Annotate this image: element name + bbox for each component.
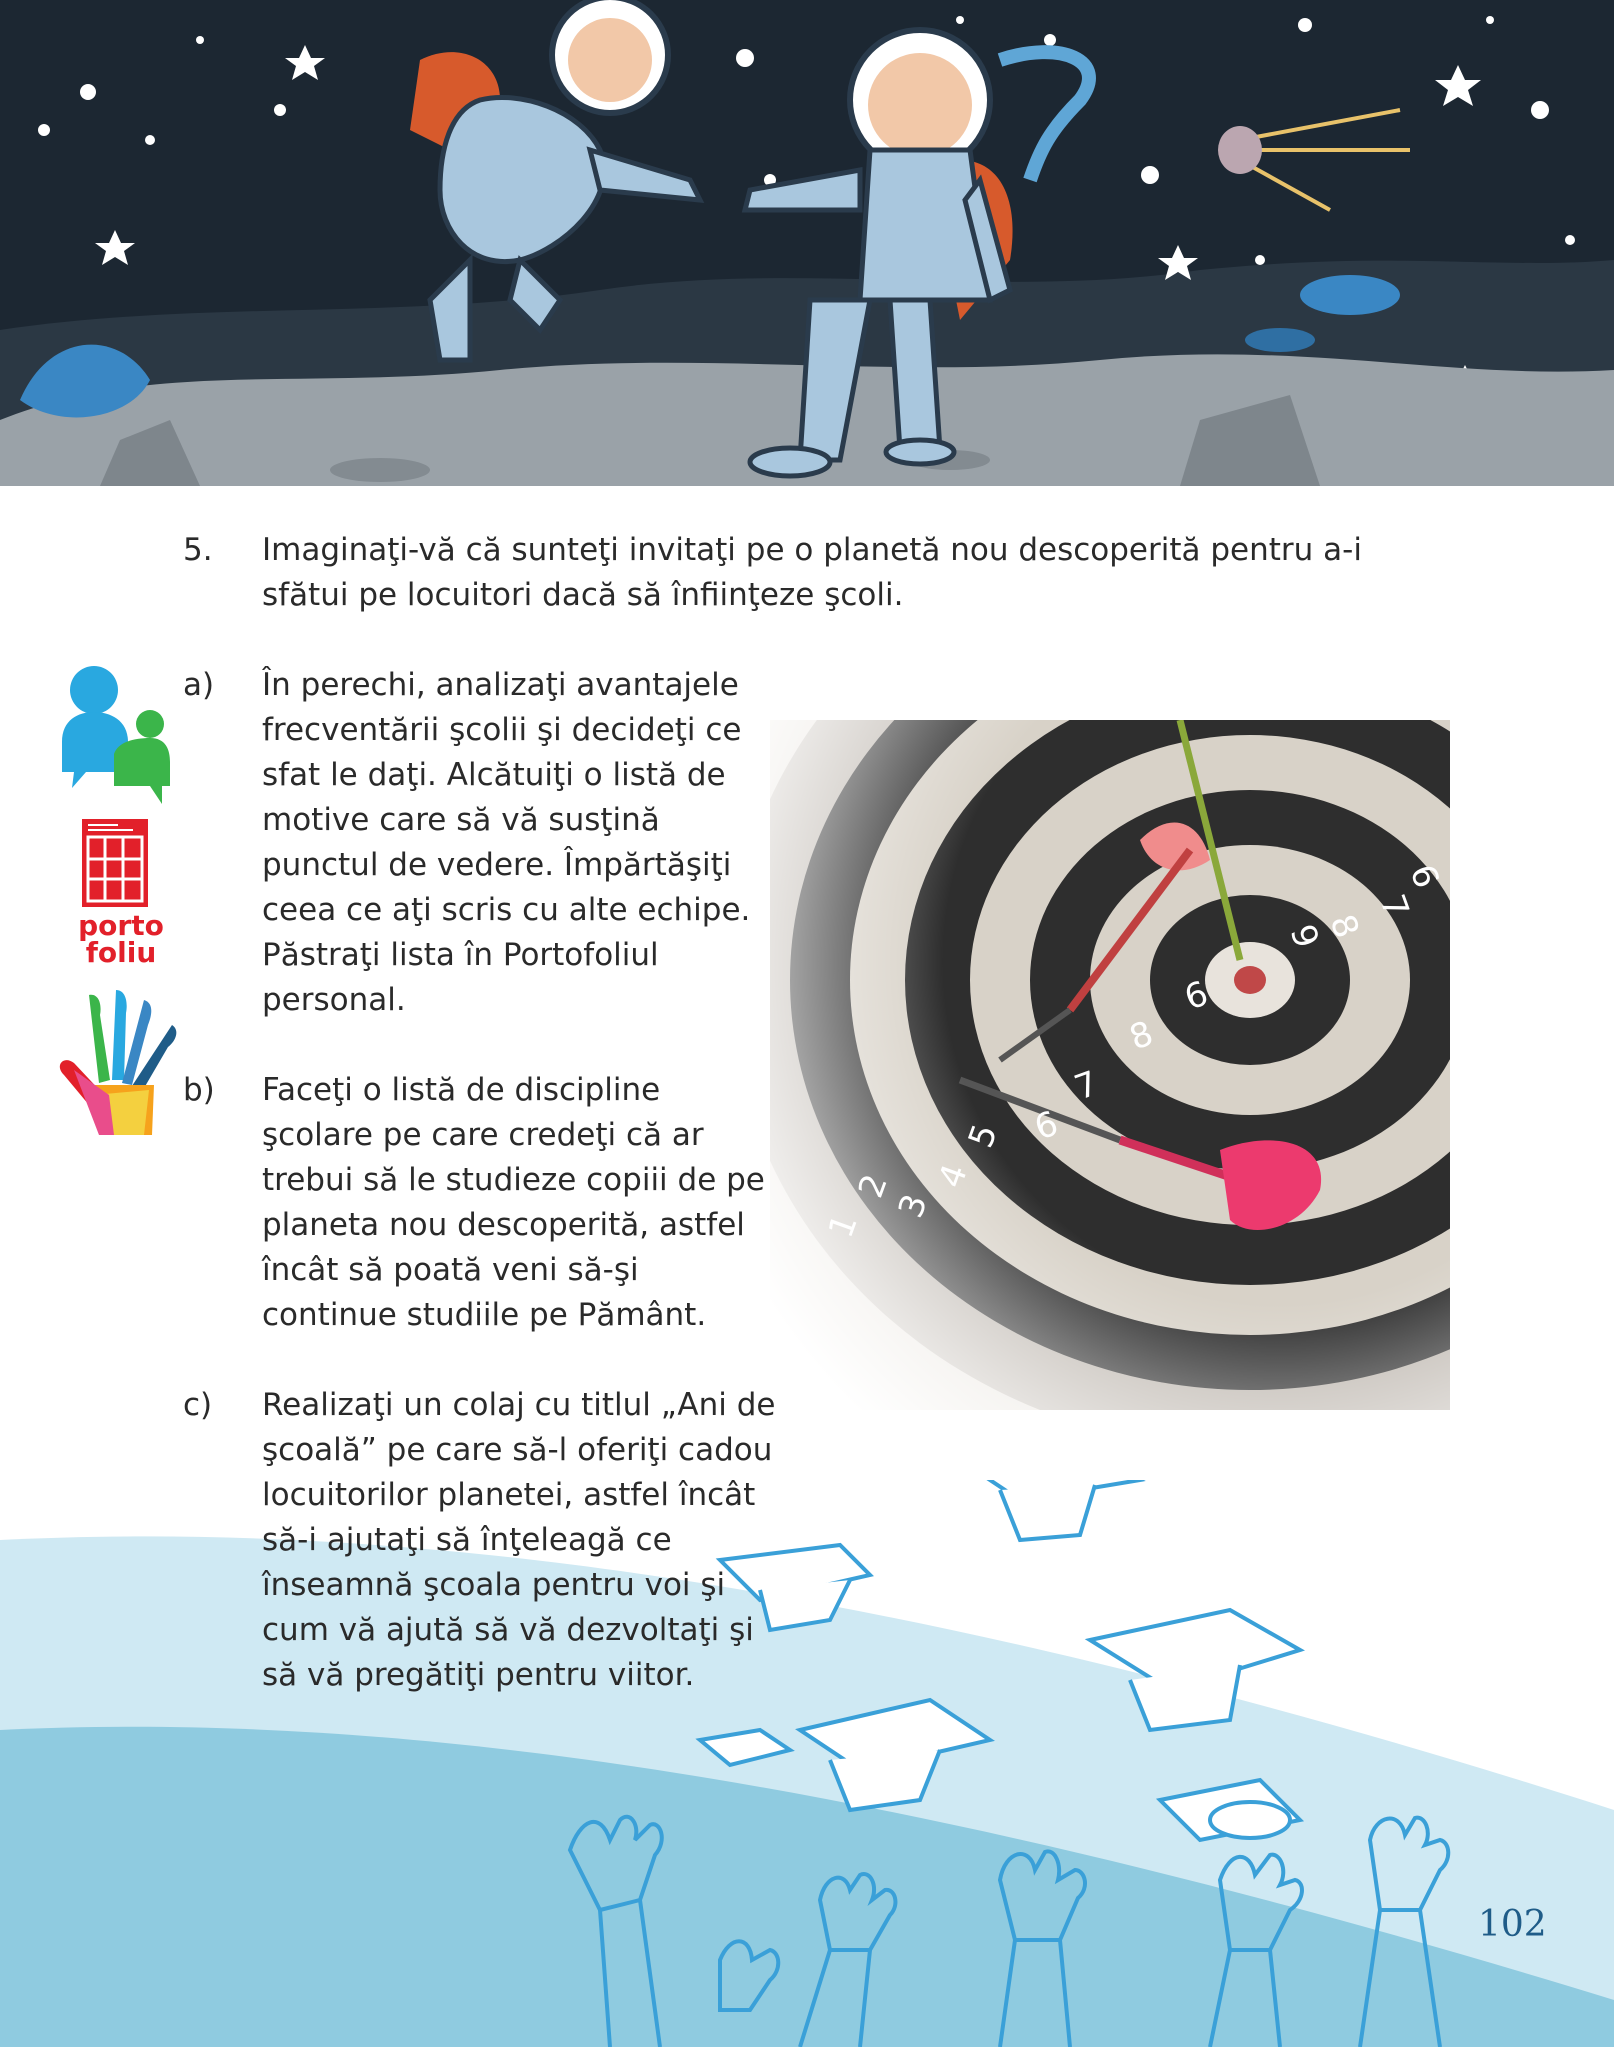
item-line: Realizaţi un colaj cu titlul „Ani de	[262, 1387, 776, 1423]
item-line: să vă pregătiţi pentru viitor.	[262, 1657, 695, 1693]
item-line: ceea ce aţi scris cu alte echipe.	[262, 892, 751, 928]
astronauts-illustration	[0, 0, 1614, 486]
item-line: să-i ajutaţi să înţeleagă ce	[262, 1522, 672, 1558]
item-line: În perechi, analizaţi avantajele	[262, 667, 739, 703]
item-line: înseamnă şcoala pentru voi şi	[262, 1567, 726, 1603]
item-line: planeta nou descoperită, astfel	[262, 1207, 745, 1243]
item-a-text	[262, 663, 802, 1023]
pair-work-icon	[58, 662, 170, 807]
colorful-hands-icon	[44, 985, 184, 1135]
item-line: sfat le daţi. Alcătuiţi o listă de	[262, 757, 726, 793]
space-banner-illustration	[0, 0, 1614, 486]
item-c-text	[262, 1383, 842, 1698]
dartboard-photo	[770, 720, 1450, 1410]
item-line: continue studiile pe Pământ.	[262, 1297, 707, 1333]
item-line: motive care să vă susţină	[262, 802, 660, 838]
portfolio-label	[76, 909, 166, 969]
item-b-text	[262, 1068, 822, 1338]
item-line: Faceţi o listă de discipline	[262, 1072, 661, 1108]
item-line: Păstraţi lista în Portofoliul	[262, 937, 659, 973]
item-line: cum vă ajută să vă dezvoltaţi şi	[262, 1612, 754, 1648]
item-line: şcoală” pe care să-l oferiţi cadou	[262, 1432, 773, 1468]
item-line: încât să poată veni să-şi	[262, 1252, 639, 1288]
task-number: 5.	[183, 532, 213, 568]
task-intro	[262, 528, 1562, 618]
item-line: locuitorilor planetei, astfel încât	[262, 1477, 756, 1513]
task-intro-line: Imaginaţi-vă că sunteţi invitaţi pe o planetă nou descoperită pentru a-i	[262, 532, 1362, 568]
item-label-a: a)	[183, 667, 215, 703]
portfolio-label-line: porto	[78, 909, 164, 942]
item-line: trebui să le studieze copiii de pe	[262, 1162, 765, 1198]
portfolio-label-line: foliu	[85, 936, 157, 969]
task-intro-line: sfătui pe locuitori dacă să înfiinţeze şcoli.	[262, 577, 904, 613]
item-line: frecventării şcolii şi decideţi ce	[262, 712, 742, 748]
item-label-c: c)	[183, 1387, 213, 1423]
item-label-b: b)	[183, 1072, 215, 1108]
item-line: şcolare pe care credeţi că ar	[262, 1117, 704, 1153]
item-line: punctul de vedere. Împărtăşiţi	[262, 847, 732, 883]
item-line: personal.	[262, 982, 406, 1018]
page-number: 102	[1478, 1904, 1547, 1945]
